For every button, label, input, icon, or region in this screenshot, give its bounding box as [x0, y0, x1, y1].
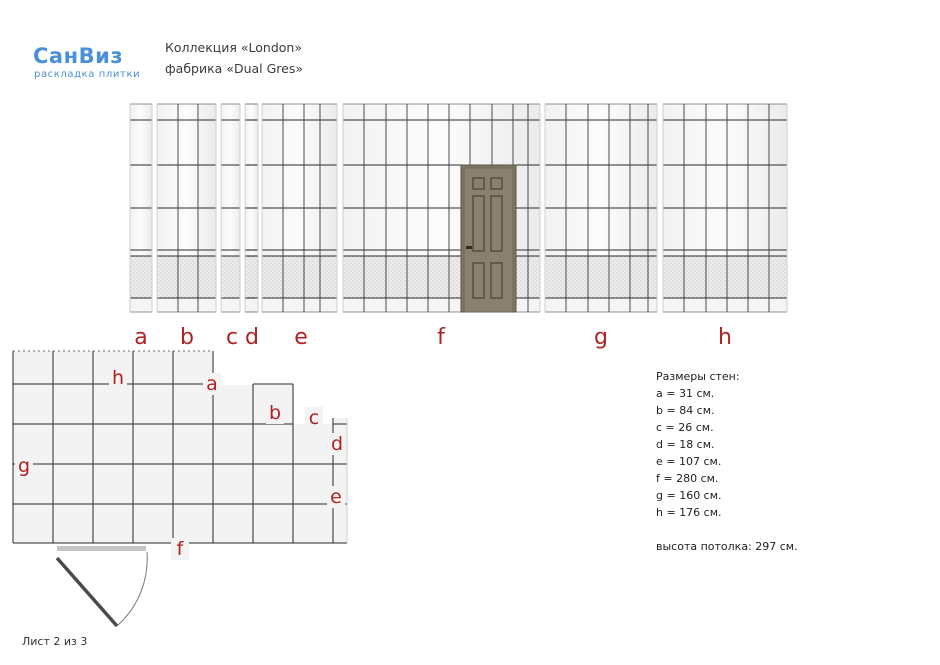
- plan-label-h: h: [111, 367, 125, 389]
- size-f: f = 280 см.: [656, 472, 719, 485]
- size-a: a = 31 см.: [656, 387, 715, 400]
- wall-segment-e: [262, 104, 337, 312]
- factory-title: фабрика «Dual Gres»: [165, 61, 304, 76]
- plan-label-g: g: [17, 455, 31, 477]
- ceiling-height: высота потолка: 297 см.: [656, 540, 798, 553]
- wall-label-e: e: [294, 325, 308, 350]
- wall-label-b: b: [180, 325, 194, 350]
- size-h: h = 176 см.: [656, 506, 722, 519]
- wall-elevation: [130, 104, 787, 312]
- size-e: e = 107 см.: [656, 455, 722, 468]
- wall-label-h: h: [718, 325, 732, 350]
- size-c: c = 26 см.: [656, 421, 714, 434]
- logo-subtitle: раскладка плитки: [34, 69, 141, 80]
- wall-segment-d: [245, 104, 258, 312]
- plan-label-b: b: [268, 402, 282, 424]
- size-b: b = 84 см.: [656, 404, 715, 417]
- wall-segment-h: [663, 104, 787, 312]
- wall-label-c: c: [225, 325, 239, 350]
- wall-label-f: f: [437, 325, 445, 350]
- wall-segment-b: [157, 104, 216, 312]
- wall-segment-a: [130, 104, 152, 312]
- plan-label-c: c: [308, 407, 320, 429]
- size-g: g = 160 см.: [656, 489, 722, 502]
- plan-label-e: e: [330, 486, 342, 508]
- wall-sizes-list: [656, 368, 798, 555]
- sizes-title: Размеры стен:: [656, 370, 740, 383]
- plan-label-f: f: [176, 538, 184, 560]
- logo-title: СанВиз: [33, 44, 124, 68]
- plan-label-d: d: [330, 433, 344, 455]
- wall-labels: [134, 325, 732, 350]
- wall-label-d: d: [245, 325, 259, 350]
- wall-segment-c: [221, 104, 240, 312]
- door: [461, 165, 516, 312]
- plan-label-a: a: [206, 373, 218, 395]
- sheet-number: Лист 2 из 3: [22, 635, 88, 648]
- collection-title: Коллекция «London»: [165, 40, 302, 55]
- wall-label-a: a: [134, 325, 148, 350]
- wall-label-g: g: [594, 325, 608, 350]
- size-d: d = 18 см.: [656, 438, 715, 451]
- floor-plan: [13, 351, 347, 626]
- wall-segment-g: [545, 104, 657, 312]
